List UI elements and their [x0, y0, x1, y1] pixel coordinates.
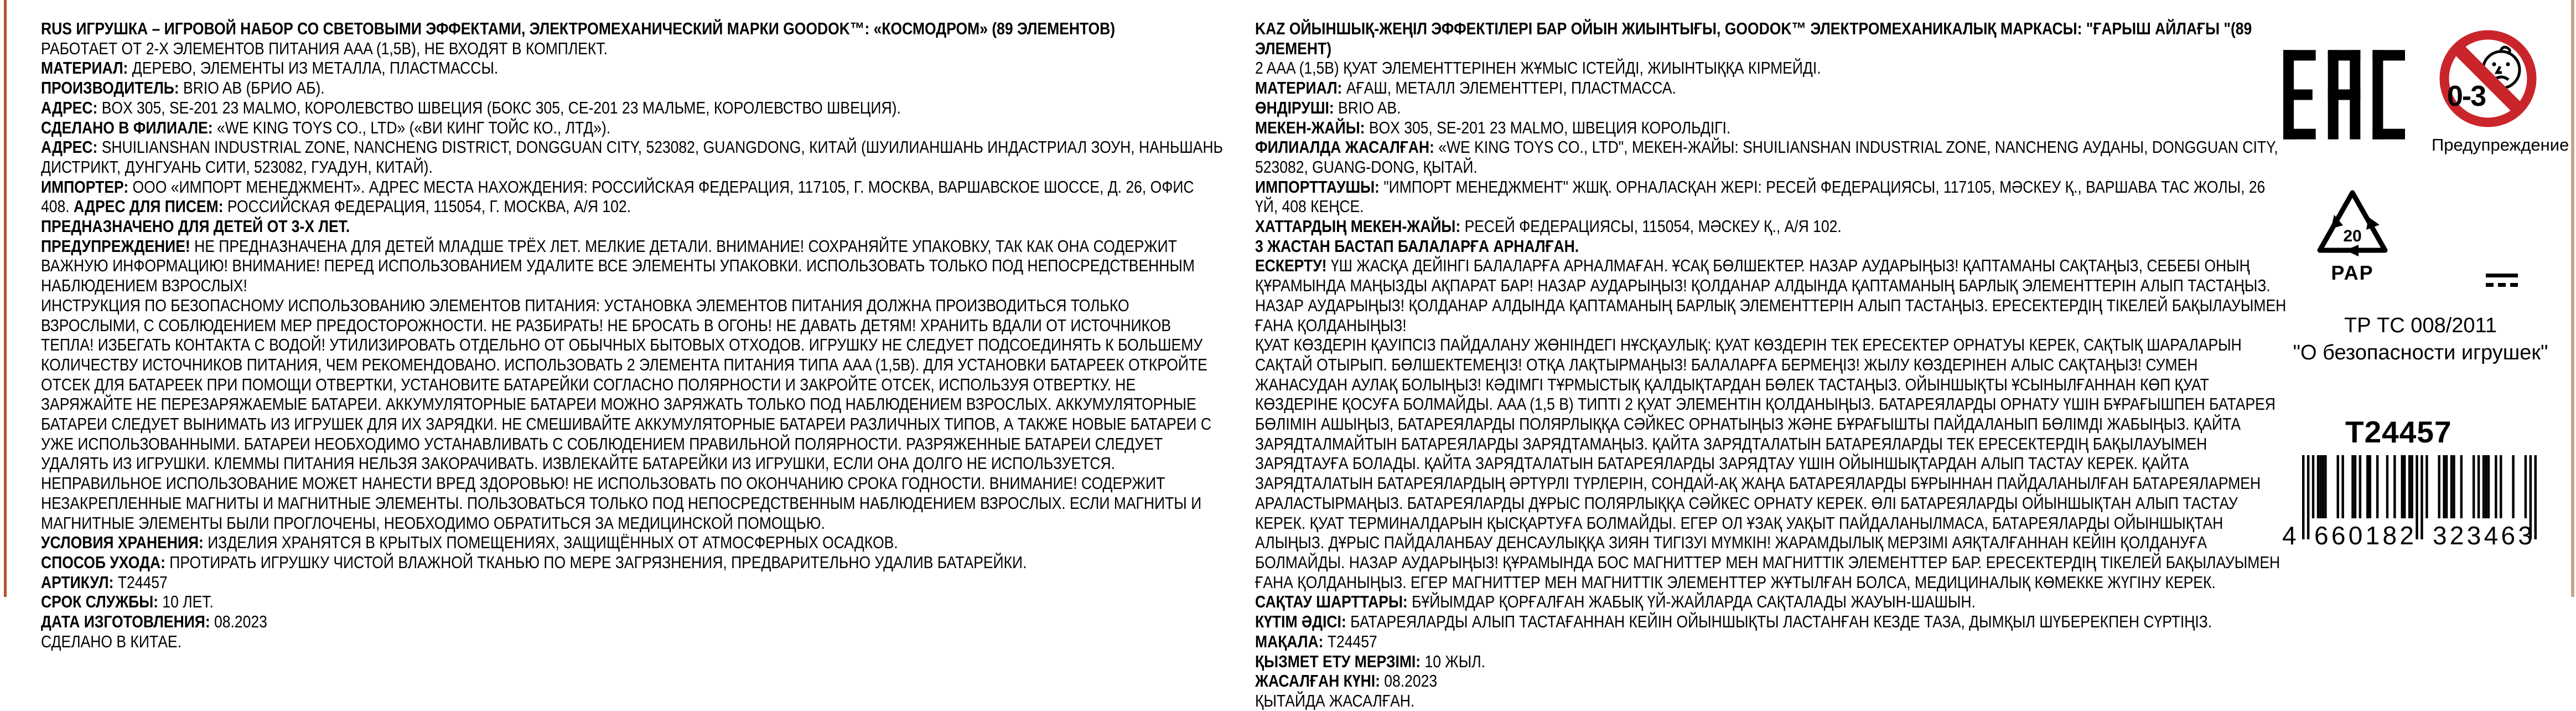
tr-regulation-title: "О безопасности игрушек" [2293, 341, 2548, 364]
barcode-first-digit: 4 [2282, 521, 2297, 550]
left-edge-line [4, 0, 7, 597]
paragraph: МАҚАЛА: Т24457 [1255, 631, 1377, 651]
tr-regulation-number: ТР ТС 008/2011 [2344, 314, 2497, 337]
eac-mark-icon [2283, 32, 2405, 157]
paragraph: RUS ИГРУШКА – ИГРОВОЙ НАБОР СО СВЕТОВЫМИ ЭФФЕКТАМИ, ЭЛЕКТРОМЕХАНИЧЕСКИЙ МАРКИ GOODOK™: «КОСМОДРОМ» (89 ЭЛЕМЕНТОВ) [41, 19, 1116, 38]
paragraph: СРОК СЛУЖБЫ: 10 ЛЕТ. [41, 592, 214, 612]
age-range-label: 0-3 [2447, 80, 2486, 112]
paragraph: ҚЫЗМЕТ ЕТУ МЕРЗІМІ: 10 ЖЫЛ. [1255, 651, 1486, 671]
age-warning-sign [2432, 30, 2569, 155]
paragraph: ҚУАТ КӨЗДЕРІН ҚАУІПСІЗ ПАЙДАЛАНУ ЖӨНІНДЕГІ НҰСҚАУЛЫҚ: ҚУАТ КӨЗДЕРІН ТЕК ЕРЕСЕКТЕР ОРНАТУЫ КЕРЕК, САҚТЫҚ ШАРАЛАРЫН САҚТАЙ ОТЫРЫП. БӨЛШЕКТЕМЕҢІЗ! ОТҚА ЛАҚТЫРМАҢЫЗ! БАЛАЛАРҒА БЕРМЕҢІЗ! ЖЫЛУ КӨЗДЕРІНЕН АЛЫС САҚТАҢЫЗ! СУМЕН ЖАНАСУДАН АУЛАҚ БОЛЫҢЫЗ! КӘДІМГІ ТҰРМЫСТЫҚ ҚАЛДЫҚТАРДАН БӨЛЕК ТАСТАҢЫЗ. ОЙЫНШЫҚТЫ ҰСЫНЫЛҒАННАН КӨП ҚУАТ КӨЗДЕРІНЕ ҚОСУҒА БОЛМАЙДЫ. AAA (1,5 В) ТИПТІ 2 ҚУАТ ЭЛЕМЕНТІН ҚОЛДАНЫҢЫЗ. БАТАРЕЯЛАРДЫ ОРНАТУ ҮШІН БҰРАҒЫШПЕН БАТАРЕЯ БӨЛІМІН АШЫҢЫЗ, БАТАРЕЯЛАРДЫ ПОЛЯРЛЫҚҚА СӘЙКЕС ОРНАТЫҢЫЗ ЖӘНЕ БҰРАҒЫШТЫ ПАЙДАЛАНЫП БӨЛІМДІ ЖАБЫҢЫЗ. ҚАЙТА ЗАРЯДТАЛМАЙТЫН БАТАРЕЯЛАРДЫ ЗАРЯДТАМАҢЫЗ. ҚАЙТА ЗАРЯДТАЛАТЫН БАТАРЕЯЛАРДЫ ТЕК ЕРЕСЕКТЕРДІҢ БАҚЫЛАУЫМЕН ЗАРЯДТАУҒА БОЛАДЫ. ҚАЙТА ЗАРЯДТАЛАТЫН БАТАРЕЯЛАРДЫ ЗАРЯДТАУ ҮШІН ОЙЫНШЫҚТАРДАН АЛЫП ТАСТАУ КЕРЕК. ҚАЙТА ЗАРЯДТАЛАТЫН БАТАРЕЯЛАРДЫҢ ӘРТҮРЛІ ТҮРЛЕРІН, СОНДАЙ-АҚ ЖАҢА БАТАРЕЯЛАРДЫ БҰРЫННАН ПАЙДАЛАНЫЛҒАН БАТАРЕЯЛАРМЕН АРАЛАСТЫРМАҢЫЗ. БАТАРЕЯЛАРДЫ ДҰРЫС ПОЛЯРЛЫҚҚА СӘЙКЕС ОРНАТУ КЕРЕК. ӨЛІ БАТАРЕЯЛАРДЫ ОЙЫНШЫҚТАН АЛЫП ТАСТАУ КЕРЕК. ҚУАТ ТЕРМИНАЛДАРЫН ҚЫСҚАРТУҒА БОЛМАЙДЫ. ЕГЕР ОЛ ҰЗАҚ УАҚЫТ ПАЙДАЛАНЫЛМАСА, БАТАРЕЯЛАРДЫ ОЙЫНШЫҚТАН АЛЫҢЫЗ. ДҰРЫС ПАЙДАЛАНБАУ ДЕНСАУЛЫҚҚА ЗИЯН ТИГІЗУІ МҮМКІН! ЖАРАМДЫЛЫҚ МЕРЗІМІ АЯҚТАЛҒАННАН КЕЙІН ҚОЛДАНУҒА БОЛМАЙДЫ. НАЗАР АУДАРЫҢЫЗ! ҚҰРАМЫНДА БОС МАГНИТТЕР МЕН МАГНИТТІК ЭЛЕМЕНТТЕР БАР. ЕРЕСЕКТЕРДІҢ ТІКЕЛЕЙ БАҚЫЛАУЫМЕН ҒАНА ҚОЛДАНЫҢЫЗ. ЕГЕР МАГНИТТЕР МЕН МАГНИТТІК ЭЛЕМЕНТТЕР ЖҰТЫЛҒАН БОЛСА, МЕДИЦИНАЛЫҚ КӨМЕККЕ ЖҮГІНУ КЕРЕК. [1255, 335, 2280, 592]
recycling-code-number: 20 [2343, 227, 2362, 245]
recycling-code-symbol [2311, 186, 2394, 285]
paragraph: АРТИКУЛ: Т24457 [41, 572, 168, 592]
ean13-barcode [2282, 455, 2548, 558]
paragraph: ӨНДІРУШІ: BRIO AB. [1255, 97, 1401, 117]
paragraph: ДАТА ИЗГОТОВЛЕНИЯ: 08.2023 [41, 612, 267, 632]
direct-current-icon [2486, 274, 2518, 287]
paragraph: СДЕЛАНО В ФИЛИАЛЕ: «WE KING TOYS CO., LTD» («ВИ КИНГ ТОЙС КО., ЛТД»). [41, 117, 611, 137]
paragraph: КҮТІМ ӘДІСІ: БАТАРЕЯЛАРДЫ АЛЫП ТАСТАҒАННАН КЕЙІН ОЙЫНШЫҚТЫ ЛАСТАНҒАН КЕЗДЕ ТАЗА, ДЫМҚЫЛ ШҮБЕРЕКПЕН СҮРТІҢІЗ. [1255, 612, 2212, 632]
age-warning-caption: Предупреждение [2432, 135, 2569, 154]
kazakh-text-column [1255, 19, 2287, 711]
paragraph: ПРЕДНАЗНАЧЕНО ДЛЯ ДЕТЕЙ ОТ 3-Х ЛЕТ. [41, 217, 350, 236]
russian-text-column [41, 19, 1225, 652]
paragraph: УСЛОВИЯ ХРАНЕНИЯ: ИЗДЕЛИЯ ХРАНЯТСЯ В КРЫТЫХ ПОМЕЩЕНИЯХ, ЗАЩИЩЁННЫХ ОТ АТМОСФЕРНЫХ ОСАДКОВ. [41, 533, 898, 553]
paragraph: АДРЕС: BOX 305, SE-201 23 MALMO, КОРОЛЕВСТВО ШВЕЦИЯ (БОКС 305, СЕ-201 23 МАЛЬМЕ, КОРОЛЕВСТВО ШВЕЦИЯ). [41, 97, 901, 117]
barcode-digits [2282, 521, 2548, 549]
paragraph: ХАТТАРДЫҢ МЕКЕН-ЖАЙЫ: РЕСЕЙ ФЕДЕРАЦИЯСЫ, 115054, МӘСКЕУ Қ., А/Я 102. [1255, 217, 1842, 236]
paragraph: KAZ ОЙЫНШЫҚ-ЖЕҢІЛ ЭФФЕКТІЛЕРІ БАР ОЙЫН ЖИЫНТЫҒЫ, GOODOK™ ЭЛЕКТРОМЕХАНИКАЛЫҚ МАРКАСЫ: "ҒАРЫШ АЙЛАҒЫ "(89 ЭЛЕМЕНТ) [1255, 19, 2252, 58]
recycling-triangle-icon [2311, 186, 2394, 259]
symbols-column [2280, 0, 2576, 597]
age-0-3-prohibition-icon [2439, 30, 2537, 127]
barcode-left-digit-group: 6 6 0 1 8 2 [2314, 521, 2414, 550]
paragraph: 3 ЖАСТАН БАСТАП БАЛАЛАРҒА АРНАЛҒАН. [1255, 236, 1579, 256]
paragraph: ИНСТРУКЦИЯ ПО БЕЗОПАСНОМУ ИСПОЛЬЗОВАНИЮ ЭЛЕМЕНТОВ ПИТАНИЯ: УСТАНОВКА ЭЛЕМЕНТОВ ПИТАНИЯ ДОЛЖНА ПРОИЗВОДИТЬСЯ ТОЛЬКО ВЗРОСЛЫМИ, С СОБЛЮДЕНИЕМ МЕР ПРЕДОСТОРОЖНОСТИ. НЕ РАЗБИРАТЬ! НЕ БРОСАТЬ В ОГОНЬ! НЕ ДАВАТЬ ДЕТЯМ! ХРАНИТЬ ВДАЛИ ОТ ИСТОЧНИКОВ ТЕПЛА! ИЗБЕГАТЬ КОНТАКТА С ВОДОЙ! УТИЛИЗИРОВАТЬ ОТДЕЛЬНО ОТ ОБЫЧНЫХ БЫТОВЫХ ОТХОДОВ. ИГРУШКУ НЕ СЛЕДУЕТ ПОДСОЕДИНЯТЬ К БОЛЬШЕМУ КОЛИЧЕСТВУ ИСТОЧНИКОВ ПИТАНИЯ, ЧЕМ РЕКОМЕНДОВАНО. ИСПОЛЬЗОВАТЬ 2 ЭЛЕМЕНТА ПИТАНИЯ ТИПА AAA (1,5В). ДЛЯ УСТАНОВКИ БАТАРЕЕК ОТКРОЙТЕ ОТСЕК ДЛЯ БАТАРЕЕК ПРИ ПОМОЩИ ОТВЕРТКИ, УСТАНОВИТЕ БАТАРЕЙКИ СОГЛАСНО ПОЛЯРНОСТИ И ЗАКРОЙТЕ ОТСЕК, ИСПОЛЬЗУЯ ОТВЕРТКУ. НЕ ЗАРЯЖАЙТЕ НЕ ПЕРЕЗАРЯЖАЕМЫЕ БАТАРЕИ. АККУМУЛЯТОРНЫЕ БАТАРЕИ МОЖНО ЗАРЯЖАТЬ ТОЛЬКО ПОД НАБЛЮДЕНИЕМ ВЗРОСЛЫХ. АККУМУЛЯТОРНЫЕ БАТАРЕИ СЛЕДУЕТ ВЫНИМАТЬ ИЗ ИГРУШЕК ДЛЯ ИХ ЗАРЯДКИ. НЕ СМЕШИВАЙТЕ АККУМУЛЯТОРНЫЕ БАТАРЕИ РАЗЛИЧНЫХ ТИПОВ, А ТАКЖЕ НОВЫЕ БАТАРЕИ С УЖЕ ИСПОЛЬЗОВАННЫМИ. БАТАРЕИ НЕОБХОДИМО УСТАНАВЛИВАТЬ С СОБЛЮДЕНИЕМ ПРАВИЛЬНОЙ ПОЛЯРНОСТИ. РАЗРЯЖЕННЫЕ БАТАРЕИ СЛЕДУЕТ УДАЛЯТЬ ИЗ ИГРУШКИ. КЛЕММЫ ПИТАНИЯ НЕЛЬЗЯ ЗАКОРАЧИВАТЬ. ИЗВЛЕКАЙТЕ БАТАРЕЙКИ ИЗ ИГРУШКИ, ЕСЛИ ОНА ДОЛГО НЕ ИСПОЛЬЗУЕТСЯ. НЕПРАВИЛЬНОЕ ИСПОЛЬЗОВАНИЕ МОЖЕТ НАНЕСТИ ВРЕД ЗДОРОВЬЮ! НЕ ИСПОЛЬЗОВАТЬ ПО ОКОНЧАНИЮ СРОКА ГОДНОСТИ. ВНИМАНИЕ! СОДЕРЖИТ НЕЗАКРЕПЛЕННЫЕ МАГНИТЫ И МАГНИТНЫЕ ЭЛЕМЕНТЫ. ПОЛЬЗОВАТЬСЯ ТОЛЬКО ПОД НЕПОСРЕДСТВЕННЫМ НАБЛЮДЕНИЕМ ВЗРОСЛЫХ. ЕСЛИ МАГНИТЫ И МАГНИТНЫЕ ЭЛЕМЕНТЫ БЫЛИ ПРОГЛОЧЕНЫ, НЕОБХОДИМО ОБРАТИТЬСЯ ЗА МЕДИЦИНСКОЙ ПОМОЩЬЮ. [41, 295, 1211, 533]
article-number: Т24457 [2345, 415, 2452, 449]
paragraph: ПРЕДУПРЕЖДЕНИЕ! НЕ ПРЕДНАЗНАЧЕНА ДЛЯ ДЕТЕЙ МЛАДШЕ ТРЁХ ЛЕТ. МЕЛКИЕ ДЕТАЛИ. ВНИМАНИЕ! СОХРАНЯЙТЕ УПАКОВКУ, ТАК КАК ОНА СОДЕРЖИТ ВАЖНУЮ ИНФОРМАЦИЮ! ВНИМАНИЕ! ПЕРЕД ИСПОЛЬЗОВАНИЕМ УДАЛИТЕ ВСЕ ЭЛЕМЕНТЫ УПАКОВКИ. ИСПОЛЬЗОВАТЬ ТОЛЬКО ПОД НЕПОСРЕДСТВЕННЫМ НАБЛЮДЕНИЕМ ВЗРОСЛЫХ! [41, 236, 1195, 296]
paragraph: РАБОТАЕТ ОТ 2-Х ЭЛЕМЕНТОВ ПИТАНИЯ AAA (1,5В), НЕ ВХОДЯТ В КОМПЛЕКТ. [41, 38, 608, 58]
kazakh-text [1255, 19, 2287, 711]
paragraph: ЕСКЕРТУ! ҮШ ЖАСҚА ДЕЙІНГІ БАЛАЛАРҒА АРНАЛМАҒАН. ҰСАҚ БӨЛШЕКТЕР. НАЗАР АУДАРЫҢЫЗ! ҚАПТАМАНЫ САҚТАҢЫЗ, СЕБЕБІ ОНЫҢ ҚҰРАМЫНДА МАҢЫЗДЫ АҚПАРАТ БАР! НАЗАР АУДАРЫҢЫЗ! ҚОЛДАНАР АЛДЫНДА ҚАПТАМАНЫҢ БАРЛЫҚ ЭЛЕМЕНТТЕРІН АЛЫП ТАСТАҢЫЗ. НАЗАР АУДАРЫҢЫЗ! ҚОЛДАНАР АЛДЫНДА ҚАПТАМАНЫҢ БАРЛЫҚ ЭЛЕМЕНТТЕРІН АЛЫП ТАСТАҢЫЗ. ЕРЕСЕКТЕРДІҢ ТІКЕЛЕЙ БАҚЫЛАУЫМЕН ҒАНА ҚОЛДАНЫҢЫЗ! [1255, 256, 2287, 335]
paragraph: ПРОИЗВОДИТЕЛЬ: BRIO AB (БРИО АБ). [41, 78, 325, 98]
paragraph: МЕКЕН-ЖАЙЫ: BOX 305, SE-201 23 MALMO, ШВЕЦИЯ КОРОЛЬДІГІ. [1255, 117, 1731, 137]
russian-text [41, 19, 1224, 652]
paragraph: МАТЕРИАЛ: ДЕРЕВО, ЭЛЕМЕНТЫ ИЗ МЕТАЛЛА, ПЛАСТМАССЫ. [41, 58, 499, 78]
paragraph: ЖАСАЛҒАН КҮНІ: 08.2023 [1255, 671, 1438, 691]
paragraph: ҚЫТАЙДА ЖАСАЛҒАН. [1255, 691, 1415, 710]
recycling-material-code: PAP [2331, 261, 2374, 284]
paragraph: ФИЛИАЛДА ЖАСАЛҒАН: «WE KING TOYS CO., LTD", МЕКЕН-ЖАЙЫ: SHUILIANSHAN INDUSTRIAL ZONE, NANCHENG АУДАНЫ, DONGGUAN CITY, 523082, GUANG-DONG, ҚЫТАЙ. [1255, 137, 2278, 177]
paragraph: САҚТАУ ШАРТТАРЫ: БҰЙЫМДАР ҚОРҒАЛҒАН ЖАБЫҚ ҮЙ-ЖАЙЛАРДА САҚТАЛАДЫ ЖАУЫН-ШАШЫН. [1255, 592, 1976, 612]
paragraph: ИМПОРТЕР: ООО «ИМПОРТ МЕНЕДЖМЕНТ». АДРЕС МЕСТА НАХОЖДЕНИЯ: РОССИЙСКАЯ ФЕДЕРАЦИЯ, 117105, Г. МОСКВА, ВАРШАВСКОЕ ШОССЕ, Д. 26, ОФИС 408. АДРЕС ДЛЯ ПИСЕМ: РОССИЙСКАЯ ФЕДЕРАЦИЯ, 115054, Г. МОСКВА, А/Я 102. [41, 177, 1194, 217]
tr-regulation-text [2284, 312, 2557, 367]
paragraph: 2 AAA (1,5В) ҚУАТ ЭЛЕМЕНТТЕРІНЕН ЖҰМЫС ІСТЕЙДІ, ЖИЫНТЫҚҚА КІРМЕЙДІ. [1255, 58, 1821, 78]
paragraph: МАТЕРИАЛ: АҒАШ, МЕТАЛЛ ЭЛЕМЕНТТЕРІ, ПЛАСТМАССА. [1255, 78, 1676, 98]
paragraph: СПОСОБ УХОДА: ПРОТИРАТЬ ИГРУШКУ ЧИСТОЙ ВЛАЖНОЙ ТКАНЬЮ ПО МЕРЕ ЗАГРЯЗНЕНИЯ, ПРЕДВАРИТЕЛЬНО УДАЛИВ БАТАРЕЙКИ. [41, 552, 1027, 572]
barcode-right-digit-group: 3 2 3 4 6 3 [2433, 521, 2532, 550]
paragraph: АДРЕС: SHUILIANSHAN INDUSTRIAL ZONE, NANCHENG DISTRICT, DONGGUAN CITY, 523082, GUANGDONG, КИТАЙ (ШУИЛИАНШАНЬ ИНДАСТРИАЛ ЗОУН, НАНЬШАНЬ ДИСТРИКТ, ДУНГУАНЬ СИТИ, 523082, ГУАДУН, КИТАЙ). [41, 137, 1223, 177]
paragraph: ИМПОРТТАУШЫ: "ИМПОРТ МЕНЕДЖМЕНТ" ЖШҚ. ОРНАЛАСҚАН ЖЕРІ: РЕСЕЙ ФЕДЕРАЦИЯСЫ, 117105, МӘСКЕУ Қ., ВАРШАВА ТАС ЖОЛЫ, 26 ҮЙ, 408 КЕҢСЕ. [1255, 177, 2266, 217]
paragraph: СДЕЛАНО В КИТАЕ. [41, 631, 182, 651]
